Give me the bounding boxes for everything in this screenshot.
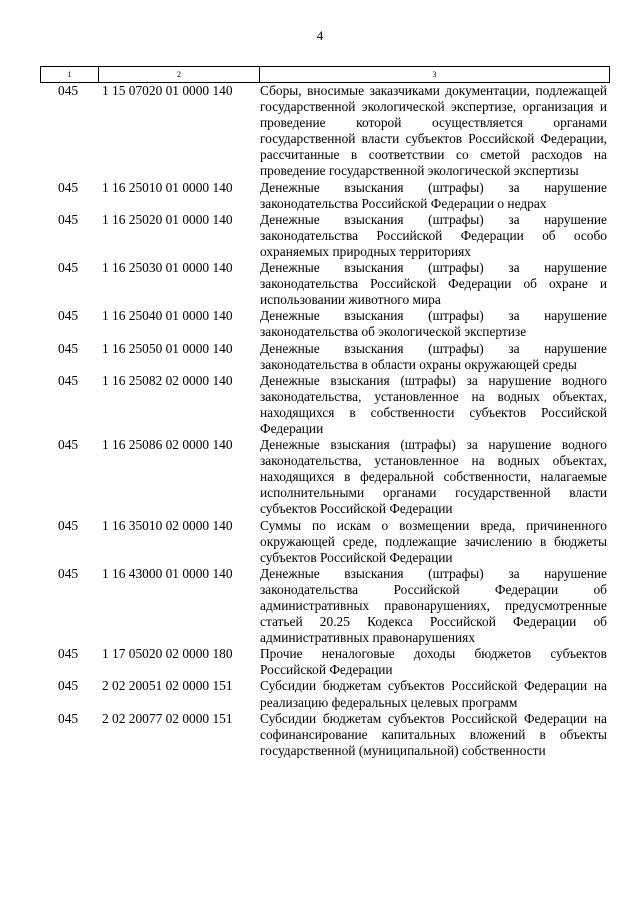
revenue-name-cell: Денежные взыскания (штрафы) за нарушение водного законодательства, установленное на водных объектах, находящихся в собственности субъектов Российской Федерации — [260, 372, 607, 436]
table-row — [40, 711, 610, 759]
budget-codes-table — [40, 66, 610, 759]
revenue-code-cell: 1 15 07020 01 0000 140 — [102, 83, 233, 98]
admin-code-cell: 045 — [58, 517, 79, 533]
table-row — [40, 180, 610, 212]
revenue-name-cell: Денежные взыскания (штрафы) за нарушение законодательства Российской Федерации о недрах — [260, 179, 607, 211]
admin-code-cell: 045 — [58, 179, 79, 195]
revenue-name-cell: Денежные взыскания (штрафы) за нарушение законодательства об экологической экспертизе — [260, 308, 607, 340]
revenue-code-cell: 1 16 25030 01 0000 140 — [102, 260, 233, 276]
table-row — [40, 260, 610, 308]
admin-code-cell: 045 — [58, 260, 79, 276]
revenue-name-cell: Денежные взыскания (штрафы) за нарушение законодательства Российской Федерации об административных правонарушениях, предусмотренные статьей 20.25 Кодекса Российской Федерации об административных правонарушениях — [260, 565, 607, 646]
table-row — [40, 518, 610, 566]
admin-code-cell: 045 — [58, 83, 79, 98]
admin-code-cell: 045 — [58, 308, 79, 324]
revenue-name-cell: Денежные взыскания (штрафы) за нарушение законодательства Российской Федерации об охране и использовании животного мира — [260, 260, 607, 308]
revenue-name-cell: Суммы по искам о возмещении вреда, причиненного окружающей среде, подлежащие зачислению в бюджеты субъектов Российской Федерации — [260, 517, 607, 565]
table-body — [40, 83, 610, 759]
revenue-code-cell: 2 02 20077 02 0000 151 — [102, 710, 233, 726]
table-row — [40, 308, 610, 340]
table-row — [40, 437, 610, 517]
revenue-name-cell: Субсидии бюджетам субъектов Российской Федерации на софинансирование капитальных вложений в объекты государственной (муниципальной) собственности — [260, 710, 607, 758]
revenue-code-cell: 2 02 20051 02 0000 151 — [102, 678, 233, 694]
table-row — [40, 678, 610, 710]
table-row — [40, 341, 610, 373]
admin-code-cell: 045 — [58, 710, 79, 726]
table-row — [40, 373, 610, 437]
revenue-code-cell: 1 16 25010 01 0000 140 — [102, 179, 233, 195]
table-row — [40, 212, 610, 260]
admin-code-cell: 045 — [58, 678, 79, 694]
revenue-code-cell: 1 16 35010 02 0000 140 — [102, 517, 233, 533]
revenue-code-cell: 1 16 25020 01 0000 140 — [102, 211, 233, 227]
revenue-code-cell: 1 16 25086 02 0000 140 — [102, 437, 233, 453]
revenue-name-cell: Денежные взыскания (штрафы) за нарушение законодательства в области охраны окружающей среды — [260, 340, 607, 372]
revenue-name-cell: Денежные взыскания (штрафы) за нарушение водного законодательства, установленное на водных объектах, находящихся в федеральной собственности, налагаемые исполнительными органами государственной власти субъектов Российской Федерации — [260, 437, 607, 517]
admin-code-cell: 045 — [58, 646, 79, 662]
revenue-name-cell: Денежные взыскания (штрафы) за нарушение законодательства Российской Федерации об особо охраняемых природных территориях — [260, 211, 607, 259]
table-header-row — [40, 66, 610, 83]
revenue-code-cell: 1 16 25050 01 0000 140 — [102, 340, 233, 356]
revenue-name-cell: Прочие неналоговые доходы бюджетов субъектов Российской Федерации — [260, 646, 607, 678]
page-number: 4 — [316, 28, 324, 43]
table-row — [40, 646, 610, 678]
header-col-2: 2 — [98, 67, 259, 82]
table-row — [40, 83, 610, 180]
revenue-name-cell: Субсидии бюджетам субъектов Российской Федерации на реализацию федеральных целевых программ — [260, 678, 607, 710]
admin-code-cell: 045 — [58, 437, 79, 453]
revenue-code-cell: 1 17 05020 02 0000 180 — [102, 646, 233, 662]
header-col-1: 1 — [40, 67, 98, 82]
table-row — [40, 566, 610, 646]
admin-code-cell: 045 — [58, 565, 79, 581]
revenue-name-cell: Сборы, вносимые заказчиками документации, подлежащей государственной экологической экспертизе, организация и проведение которой осуществляется органами государственной власти субъектов Российской Федерации, рассчитанные в соответствии со сметой расходов на проведение государственной экологической экспертизы — [260, 83, 607, 179]
admin-code-cell: 045 — [58, 372, 79, 388]
admin-code-cell: 045 — [58, 340, 79, 356]
header-col-3: 3 — [259, 67, 610, 82]
revenue-code-cell: 1 16 43000 01 0000 140 — [102, 565, 233, 581]
admin-code-cell: 045 — [58, 211, 79, 227]
revenue-code-cell: 1 16 25082 02 0000 140 — [102, 372, 233, 388]
revenue-code-cell: 1 16 25040 01 0000 140 — [102, 308, 233, 324]
